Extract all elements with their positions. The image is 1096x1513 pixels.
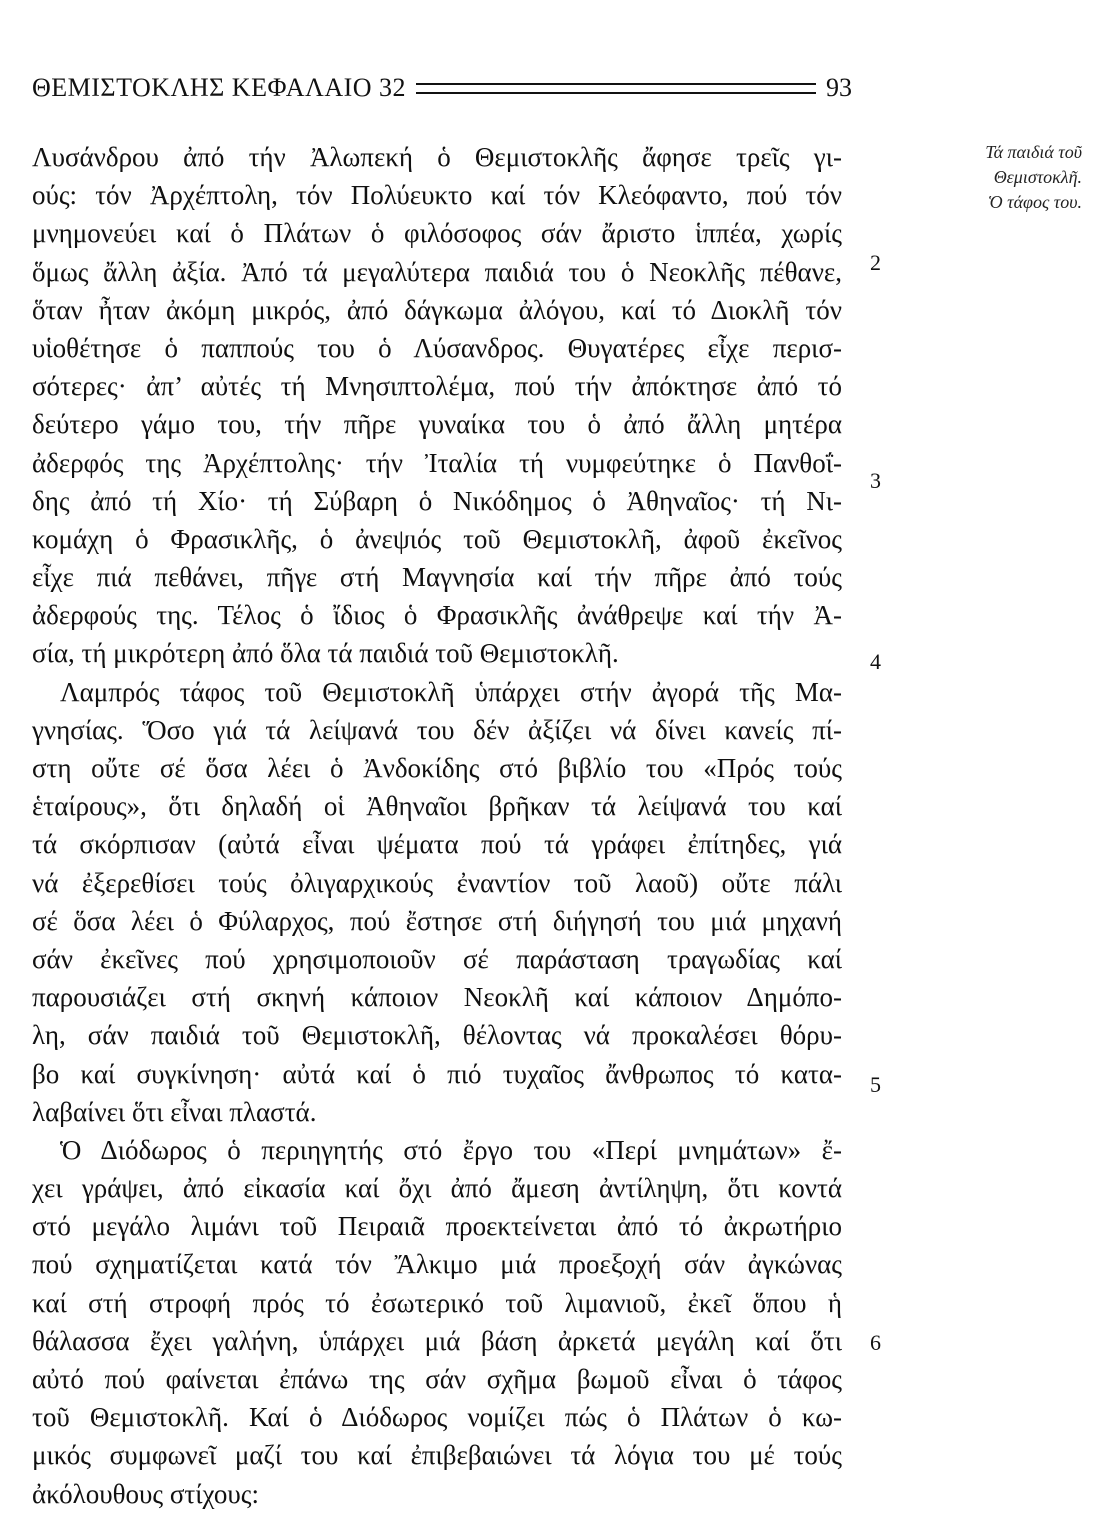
text-line: καί στή στροφή πρός τό ἐσωτερικό τοῦ λιμανιοῦ, ἐκεῖ ὅπου ἡ [32, 1287, 842, 1318]
text-line: ἀδερφούς της. Τέλος ὁ ἴδιος ὁ Φρασικλῆς ἀνάθρεψε καί τήν Ἀ- [32, 600, 842, 631]
text-line: Λαμπρός τάφος τοῦ Θεμιστοκλῆ ὑπάρχει στήν ἀγορά τῆς Μα- [60, 676, 842, 707]
text-line: αὐτό πού φαίνεται ἐπάνω της σάν σχῆμα βωμοῦ εἶναι ὁ τάφος [32, 1364, 842, 1394]
section-number: 6 [870, 1330, 881, 1355]
text-line: κομάχη ὁ Φρασικλῆς, ὁ ἀνεψιός τοῦ Θεμιστοκλῆ, ἀφοῦ ἐκεῖνος [32, 523, 842, 554]
body-text [32, 138, 842, 1513]
sidenote-line: Ὁ τάφος του. [987, 192, 1082, 212]
text-line: στό μεγάλο λιμάνι τοῦ Πειραιᾶ προεκτείνεται ἀπό τό ἀκρωτήριο [32, 1211, 842, 1242]
text-line: βο καί συγκίνηση· αὐτά καί ὁ πιό τυχαῖος ἄνθρωπος τό κατα- [32, 1058, 842, 1089]
sidenote-line: Τά παιδιά τοῦ [985, 142, 1082, 162]
text-line: παρουσιάζει στή σκηνή κάποιον Νεοκλῆ καί κάποιον Δημόπο- [32, 982, 842, 1013]
text-line: Λυσάνδρου ἀπό τήν Ἀλωπεκή ὁ Θεμιστοκλῆς ἄφησε τρεῖς γι- [32, 142, 842, 172]
text-line: σέ ὅσα λέει ὁ Φύλαρχος, πού ἔστησε στή διήγησή του μιά μηχανή [32, 905, 842, 936]
text-line: σότερες· ἀπ’ αὐτές τή Μνησιπτολέμα, πού τήν ἀπόκτησε ἀπό τό [32, 371, 842, 402]
text-line: ούς: τόν Ἀρχέπτολη, τόν Πολύευκτο καί τόν Κλεόφαντο, πού τόν [32, 180, 842, 211]
text-line: μικός συμφωνεῖ μαζί του καί ἐπιβεβαιώνει τά λόγια του μέ τούς [32, 1440, 842, 1471]
text-line: ὅταν ἦταν ἀκόμη μικρός, ἀπό δάγκωμα ἀλόγου, καί τό Διοκλῆ τόν [32, 294, 842, 325]
running-header [32, 68, 852, 108]
text-line: λη, σάν παιδιά τοῦ Θεμιστοκλῆ, θέλοντας νά προκαλέσει θόρυ- [32, 1020, 842, 1051]
section-number: 5 [870, 1072, 881, 1097]
text-line: ἑταίρους», ὅτι δηλαδή οἱ Ἀθηναῖοι βρῆκαν τά λείψανά του καί [32, 791, 842, 822]
text-line: τά σκόρπισαν (αὐτά εἶναι ψέματα πού τά γράφει ἐπίτηδες, γιά [32, 829, 842, 860]
margin-sidenote [892, 140, 1082, 215]
text-line: λαβαίνει ὅτι εἶναι πλαστά. [32, 1096, 317, 1127]
text-line: θάλασσα ἔχει γαλήνη, ὑπάρχει μιά βάση ἀρκετά μεγάλη καί ὅτι [32, 1325, 842, 1356]
text-line: δεύτερο γάμο του, τήν πῆρε γυναίκα του ὁ ἀπό ἄλλη μητέρα [32, 409, 842, 440]
section-number: 4 [870, 649, 881, 674]
text-line: δης ἀπό τή Χίο· τή Σύβαρη ὁ Νικόδημος ὁ Ἀθηναῖος· τή Νι- [32, 485, 842, 516]
sidenote-line: Θεμιστοκλῆ. [993, 167, 1082, 187]
text-line: σάν ἐκεῖνες πού χρησιμοποιοῦν σέ παράσταση τραγωδίας καί [32, 943, 842, 974]
text-line: υἱοθέτησε ὁ παππούς του ὁ Λύσανδρος. Θυγατέρες εἶχε περισ- [32, 332, 842, 363]
text-line: πού σχηματίζεται κατά τόν Ἄλκιμο μιά προεξοχή σάν ἀγκώνας [32, 1249, 842, 1280]
text-line: σία, τή μικρότερη ἀπό ὅλα τά παιδιά τοῦ Θεμιστοκλῆ. [32, 638, 619, 669]
text-line: εἶχε πιά πεθάνει, πῆγε στή Μαγνησία καί τήν πῆρε ἀπό τούς [32, 562, 842, 593]
text-line: ἀκόλουθους στίχους: [32, 1478, 259, 1509]
text-line: τοῦ Θεμιστοκλῆ. Καί ὁ Διόδωρος νομίζει πώς ὁ Πλάτων ὁ κω- [32, 1402, 842, 1433]
text-line: γνησίας. Ὅσο γιά τά λείψανά του δέν ἀξίζει νά δίνει κανείς πί- [32, 714, 842, 745]
text-line: νά ἐξερεθίσει τούς ὀλιγαρχικούς ἐναντίον τοῦ λαοῦ) οὔτε πάλι [32, 867, 842, 898]
header-double-rule [416, 83, 816, 94]
text-line: χει γράψει, ἀπό εἰκασία καί ὄχι ἀπό ἄμεση ἀντίληψη, ὅτι κοντά [32, 1173, 842, 1204]
section-number: 3 [870, 468, 881, 493]
text-line: μνημονεύει καί ὁ Πλάτων ὁ φιλόσοφος σάν ἄριστο ἱππέα, χωρίς [32, 218, 842, 249]
header-title: ΘΕΜΙΣΤΟΚΛΗΣ ΚΕΦΑΛΑΙΟ 32 [32, 73, 407, 102]
text-line: Ὁ Διόδωρος ὁ περιηγητής στό ἔργο του «Περί μνημάτων» ἔ- [60, 1134, 842, 1165]
section-number: 2 [870, 250, 881, 275]
text-line: στη οὔτε σέ ὅσα λέει ὁ Ἀνδοκίδης στό βιβλίο του «Πρός τούς [32, 753, 842, 783]
text-line: ἀδερφός της Ἀρχέπτολης· τήν Ἰταλία τή νυμφεύτηκε ὁ Πανθοΐ- [32, 447, 842, 478]
text-line: ὅμως ἄλλη ἀξία. Ἀπό τά μεγαλύτερα παιδιά του ὁ Νεοκλῆς πέθανε, [32, 256, 842, 287]
page-number: 93 [826, 73, 852, 102]
